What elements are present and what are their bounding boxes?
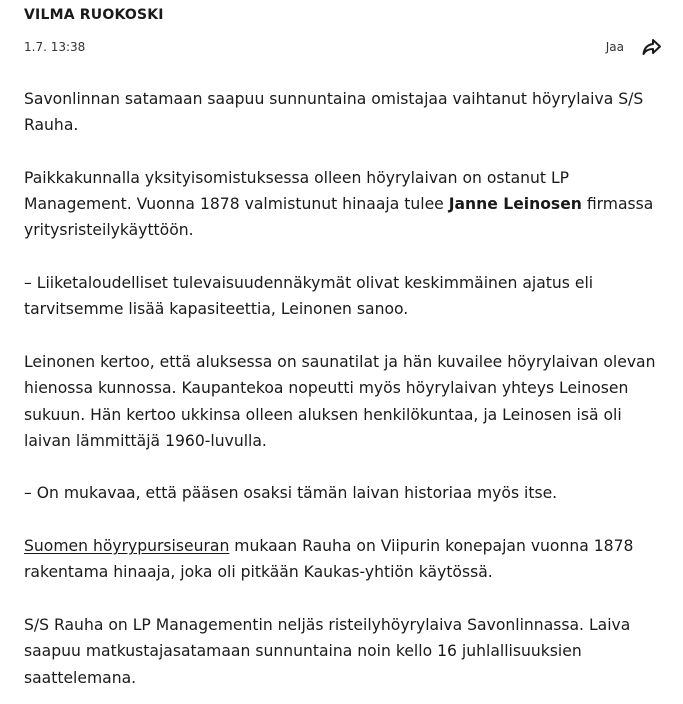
paragraph-3: – Liiketaloudelliset tulevaisuudennäkymät olivat keskimmäinen ajatus eli tarvitsemme lisää kapasiteettia, Leinonen sanoo. [24, 274, 594, 319]
article-meta [24, 38, 662, 58]
share-arrow-icon [642, 38, 662, 56]
paragraph-1: Savonlinnan satamaan saapuu sunnuntaina omistajaa vaihtanut höyrylaiva S/S Rauha. [24, 90, 644, 135]
paragraph-2-text-start: Paikkakunnalla yksityisomistuksessa olleen höyrylaivan on ostanut LP Management. Vuonna 1878 valmistunut hinaaja tulee [24, 168, 570, 214]
paragraph-6 [24, 533, 666, 586]
paragraph-7: S/S Rauha on LP Managementin neljäs risteilyhöyrylaiva Savonlinnassa. Laiva saapuu matkustajasatamaan sunnuntaina noin kello 16 juhlallisuuksien saattelemana. [24, 615, 631, 687]
paragraph-2 [24, 165, 666, 244]
share-label: Jaa [605, 40, 624, 54]
article-body [24, 86, 666, 691]
share-button[interactable] [606, 38, 662, 56]
paragraph-6-text: mukaan Rauha on Viipurin konepajan vuonna 1878 rakentama hinaaja, joka oli pitkään Kaukas-yhtiön käytössä. [24, 537, 634, 582]
steamship-society-link[interactable]: Suomen höyrypursiseuran [24, 537, 230, 556]
paragraph-5: – On mukavaa, että pääsen osaksi tämän laivan historiaa myös itse. [24, 484, 558, 503]
person-name-bold: Janne Leinosen [448, 195, 582, 214]
paragraph-2-text-end: firmassa yritysristeilykäyttöön. [24, 195, 654, 240]
paragraph-4: Leinonen kertoo, että aluksessa on saunatilat ja hän kuvailee höyrylaivan olevan hienossa kunnossa. Kaupantekoa nopeutti myös höyrylaivan yhteys Leinosen sukuun. Hän kertoo ukkinsa olleen aluksen henkilökuntaa, ja Leinosen isä oli laivan lämmittäjä 1960-luvulla. [24, 352, 656, 450]
author-name: VILMA RUOKOSKI [24, 7, 164, 23]
publish-timestamp: 1.7. 13:38 [24, 40, 86, 54]
